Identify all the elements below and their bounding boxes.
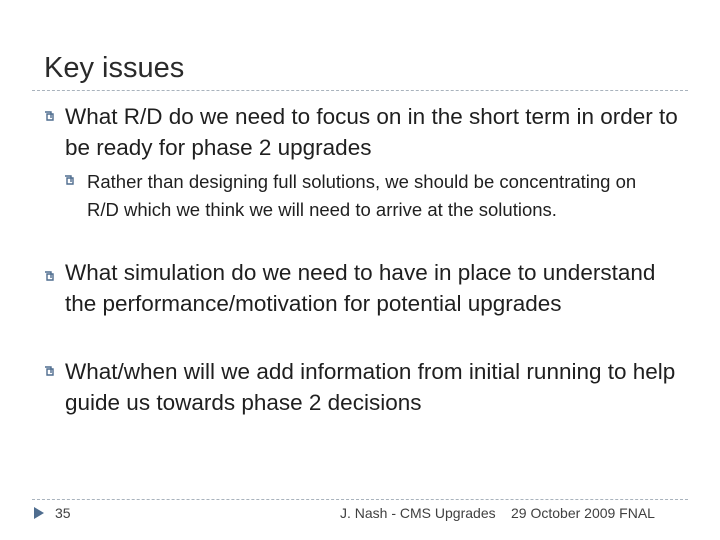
title-divider (32, 90, 688, 91)
slide-arrow-icon (32, 506, 46, 520)
page-number: 35 (55, 505, 71, 521)
footer-date: 29 October 2009 FNAL (511, 505, 655, 521)
bullet-icon (44, 366, 54, 376)
bullet-icon (44, 111, 54, 121)
bullet-icon (44, 271, 54, 281)
bullet-3-text: What/when will we add information from initial running to help guide us towards phase 2 decisions (65, 359, 676, 415)
sub-bullet-icon (64, 175, 74, 185)
footer-author: J. Nash - CMS Upgrades (340, 505, 496, 521)
bullet-2-text: What simulation do we need to have in place to understand the performance/motivation for potential upgrades (65, 260, 656, 316)
sub-bullet-1-text: Rather than designing full solutions, we should be concentrating on R/D which we think we will need to arrive at the solutions. (87, 171, 637, 220)
footer-divider (32, 499, 688, 500)
slide-title: Key issues (44, 52, 185, 84)
bullet-1-text: What R/D do we need to focus on in the short term in order to be ready for phase 2 upgrades (65, 104, 678, 160)
